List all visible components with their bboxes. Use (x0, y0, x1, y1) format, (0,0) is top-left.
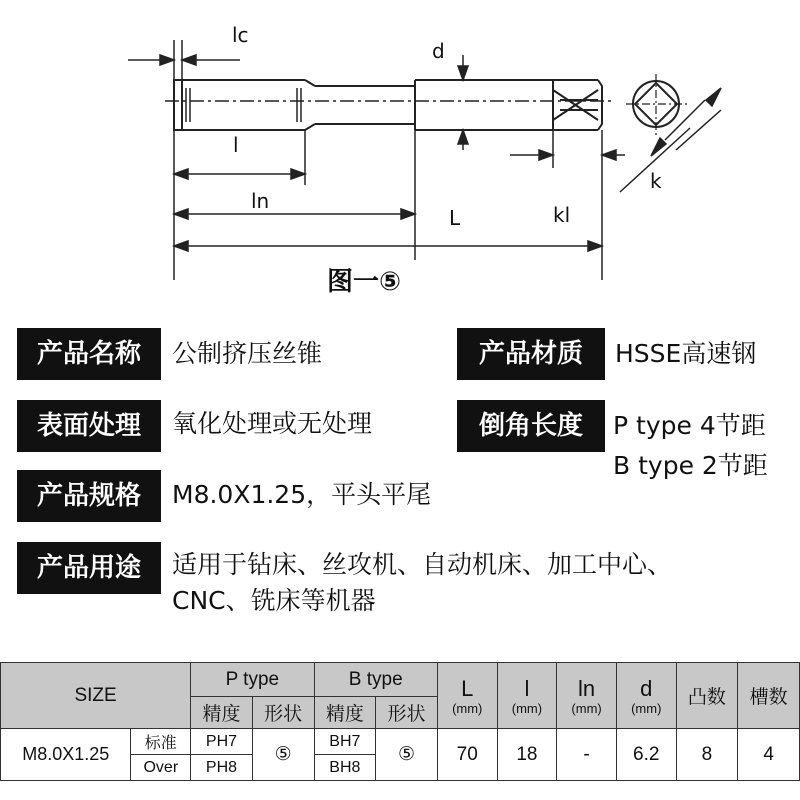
spec-value-surface: 氧化处理或无处理 (172, 409, 373, 438)
header-convex: 凸数 (676, 663, 738, 729)
spec-value-specification: M8.0X1.25，平头平尾 (172, 480, 432, 509)
tap-technical-drawing (0, 0, 800, 310)
cell-ln: - (557, 729, 617, 781)
cell-p-precision-1: PH7 (191, 729, 253, 755)
spec-label-product-name: 产品名称 (17, 328, 161, 380)
spec-table (0, 662, 800, 781)
header-b-type: B type (314, 663, 437, 697)
cell-size: M8.0X1.25 (1, 729, 131, 781)
cell-convex: 8 (676, 729, 738, 781)
header-p-type: P type (191, 663, 314, 697)
cell-b-precision-1: BH7 (314, 729, 376, 755)
spec-value-usage-line1: 适用于钻床、丝攻机、自动机床、加工中心、 (172, 550, 673, 579)
dim-label-d: d (432, 39, 445, 63)
header-b-shape: 形状 (376, 697, 438, 729)
header-p-shape: 形状 (252, 697, 314, 729)
cell-p-precision-2: PH8 (191, 755, 253, 781)
cell-b-shape: ⑤ (376, 729, 438, 781)
spec-value-product-name: 公制挤压丝锥 (172, 339, 323, 368)
header-l (497, 663, 557, 729)
header-d-label: d (640, 675, 653, 701)
cell-d: 6.2 (616, 729, 676, 781)
cell-l: 18 (497, 729, 557, 781)
header-L-unit: (mm) (452, 700, 483, 716)
header-ln-label: ln (578, 675, 596, 701)
cell-L: 70 (437, 729, 497, 781)
dim-label-ln: ln (251, 189, 270, 213)
spec-label-usage: 产品用途 (17, 542, 161, 594)
header-groove: 槽数 (738, 663, 800, 729)
header-b-precision: 精度 (314, 697, 376, 729)
spec-value-usage-line2: CNC、铣床等机器 (172, 586, 376, 615)
header-ln-unit: (mm) (571, 700, 602, 716)
header-L (437, 663, 497, 729)
cell-groove: 4 (738, 729, 800, 781)
header-d-unit: (mm) (631, 700, 662, 716)
spec-label-surface: 表面处理 (17, 400, 161, 452)
figure-caption: 图一⑤ (327, 267, 402, 297)
header-size: SIZE (1, 663, 191, 729)
dim-label-k: k (650, 169, 662, 193)
header-l-unit: (mm) (511, 700, 543, 716)
header-p-precision: 精度 (191, 697, 253, 729)
spec-label-chamfer: 倒角长度 (457, 400, 605, 452)
spec-label-specification: 产品规格 (17, 470, 161, 522)
spec-value-chamfer-b: B type 2节距 (613, 451, 768, 480)
thread-section (174, 80, 182, 130)
spec-value-material: HSSE高速钢 (615, 339, 757, 368)
cell-b-precision-2: BH8 (314, 755, 376, 781)
table-row (1, 729, 800, 755)
cell-p-shape: ⑤ (252, 729, 314, 781)
end-view (626, 74, 690, 136)
header-d (616, 663, 676, 729)
header-ln (557, 663, 617, 729)
spec-value-chamfer-p: P type 4节距 (613, 411, 766, 440)
header-L-label: L (461, 675, 474, 701)
dim-label-lc: lc (232, 23, 249, 47)
spec-label-material: 产品材质 (457, 328, 605, 380)
cell-variant-standard: 标准 (131, 729, 191, 755)
dim-label-l: l (233, 133, 239, 157)
header-l-label: l (524, 675, 530, 701)
dim-label-L: L (449, 206, 461, 230)
dim-label-kl: kl (553, 203, 571, 227)
cell-variant-over: Over (131, 755, 191, 781)
